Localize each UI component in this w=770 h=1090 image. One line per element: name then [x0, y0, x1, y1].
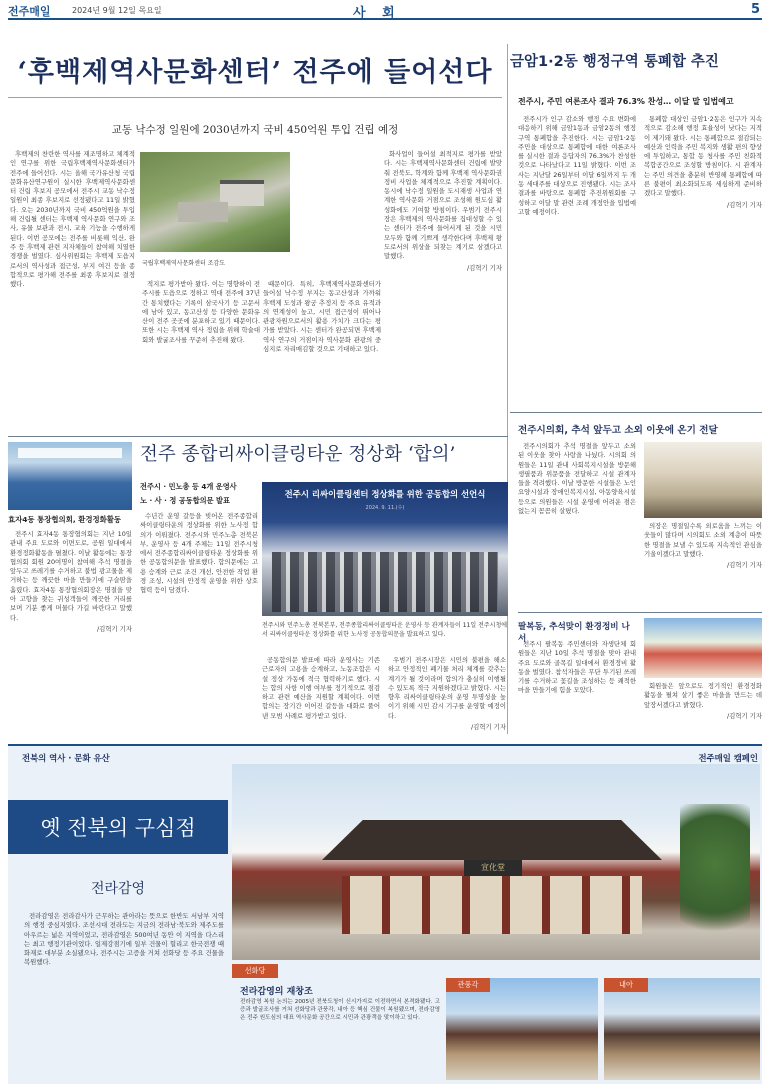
article4-column-1: 수년간 운영 갈등을 빚어온 전주종합리싸이클링타운의 정상화를 위한 노사정 합의가 이뤄졌다. 전주시와 민주노총 전북본부, 운영사 등 4개 주체는 11일 전주시청에서 전주종합리싸이클링타운 정상화를 위한 공동합의문을 발표했다. 합의문에는 고용 승계와 근로 조건 개선, 안전한 작업 환경 조성, 시설의 안정적 운영을 위한 상호 협력 등이 담겼다.	[140, 512, 258, 595]
article3-photo	[8, 442, 132, 510]
article2-subhead: 전주시, 주민 여론조사 결과 76.3% 찬성… 이달 말 입법예고	[518, 97, 734, 106]
article1-headline: ‘후백제역사문화센터’ 전주에 들어선다	[17, 57, 493, 88]
photo-label-seonhwadang: 선화당	[232, 964, 278, 978]
article4-headline: 전주 종합리싸이클링타운 정상화 ‘합의’	[140, 444, 456, 465]
newspaper-logo: 전주매일	[8, 5, 51, 18]
article1-byline: /김혁기 기자	[466, 263, 502, 272]
article1-rule	[8, 97, 502, 98]
article5-headline: 전주시의회, 추석 앞두고 소외 이웃에 온기 전달	[518, 425, 718, 436]
article2-column-1: 전주시가 인구 감소와 행정 수요 변화에 대응하기 위해 금암1동과 금암2동의 행정구역 통폐합을 추진한다. 시는 금암1·2동 주민을 대상으로 통폐합에 대한 여론조사를 실시한 결과 응답자의 76.3%가 찬성한 것으로 나타났다고 11일 밝혔다. 이번 조사는 지난달 26일부터 이달 6일까지 두 개 동 세대주를 대상으로 진행됐다. 시는 조사 결과를 바탕으로 통폐합 추진위원회를 구성하고 이달 말 관련 조례 개정안을 입법예고할 예정이다.	[518, 115, 636, 216]
campaign-subtitle: 전라감영	[90, 881, 146, 897]
divider	[8, 436, 508, 437]
article1-photo-caption: 국립후백제역사문화센터 조감도	[142, 260, 226, 267]
campaign-box-text: 전라감영 복원 논의는 2005년 전북도청이 신시가지로 이전하면서 본격화됐다. 고증과 발굴조사를 거쳐 선화당과 관풍각, 내아 등 핵심 건물이 복원됐으며, 전라감영은 전주 원도심의 대표 역사문화 공간으로 시민과 관광객을 맞이하고 있다.	[240, 999, 440, 1021]
article3-kicker: 효자4동 통장협의회, 환경정화활동	[8, 515, 122, 524]
masthead	[8, 2, 762, 20]
article1-column-2: 적지로 평가받아 왔다. 이는 명향하이 전주시를 도읍으로 정하고 역대 전주에 37년간 통치했다는 기록이 삼국사기 등 고문서에 남아 있고, 동고산성 등 다양한 문화유산이 전주 곳곳에 분포하고 있기 때문이다. 또한 시는 후백제 역사 정립을 위해 학술대회와 발굴조사를 꾸준히 추진해 왔다.	[142, 280, 260, 344]
campaign-photo-gwanpunggak	[446, 978, 598, 1080]
article1-photo	[140, 152, 290, 252]
issue-date: 2024년 9월 12일 목요일	[72, 6, 162, 15]
article6-column-1: 전주시 팔복동 주민센터와 자생단체 회원들은 지난 10일 추석 명절을 맞아 관내 주요 도로와 골목길 일대에서 환경정비 활동을 벌였다. 참석자들은 무단 투기된 쓰레기를 수거하고 꽃길을 조성하는 등 쾌적한 마을 만들기에 힘을 모았다.	[518, 640, 636, 695]
article1-column-1: 후백제의 찬란한 역사를 재조명하고 체계적인 연구를 위한 국립후백제역사문화센터가 전주에 들어선다. 시는 올해 국가유산청 국립문화유산연구원이 실시한 후백제역사문화센터 건립 후보지 공모에서 전주시 교동 낙수정 일원이 최종 후보지로 선정됐다고 11일 밝혔다. 오는 2030년까지 국비 450억원을 투입해 건립될 센터는 후백제 역사문화 연구와 조사, 유물 보관과 전시, 교육 기능을 수행하게 된다. 이번 공모에는 전주를 비롯해 익산, 완주 등 후백제 관련 지자체들이 참여해 치열한 경쟁을 벌였다. 심사위원회는 후백제 도읍지로서의 역사성과 접근성, 부지 여건 등을 종합적으로 평가해 전주를 최종 후보지로 결정했다.	[10, 150, 135, 289]
section-title: 사 회	[353, 6, 401, 21]
campaign-body: 전라감영은 전라감사가 근무하는 관아라는 뜻으로 한반도 서남부 지역의 행정 중심지였다. 조선시대 전라도는 지금의 전라남·북도와 제주도를 아우르는 넓은 지역이었고, 전라감영은 500여년 동안 이 지역을 다스리는 최고 행정기관이었다. 일제강점기에 일부 건물이 헐리고 한국전쟁 때 화재로 대부분 소실됐으나, 전주시는 고증을 거쳐 선화당 등 주요 건물을 복원했다.	[24, 912, 224, 967]
article6-byline: /김혁기 기자	[726, 711, 762, 720]
article6-photo	[644, 618, 762, 678]
article2-column-2: 통폐합 대상인 금암1·2동은 인구가 지속적으로 감소해 행정 효율성이 낮다는 지적이 제기돼 왔다. 시는 통폐합으로 절감되는 예산과 인력을 주민 복지와 생활 편의 향상에 투입하고, 통합 동 청사를 주민 친화적 복합공간으로 조성할 방침이다. 시 관계자는 주민 의견을 충분히 반영해 통폐합에 따른 불편이 최소화되도록 세심하게 준비하겠다고 말했다. /김혁기 기자	[644, 115, 762, 209]
article4-subhead-2: 노 · 사 · 정 공동합의문 발표	[140, 496, 230, 505]
article5-column-2: 의장은 명절일수록 외로움을 느끼는 이웃들이 많다며 시의회도 소외 계층이 따뜻한 명절을 보낼 수 있도록 지속적인 관심을 기울이겠다고 말했다. /김혁기 기자	[644, 522, 762, 570]
article3-byline: /김혁기 기자	[96, 624, 132, 633]
article2-byline: /김혁기 기자	[726, 200, 762, 209]
campaign-photo-naea	[604, 978, 760, 1080]
article5-column-1: 전주시의회가 추석 명절을 앞두고 소외된 이웃을 찾아 사랑을 나눴다. 시의회 의원들은 11일 관내 사회복지시설을 방문해 생필품과 위문품을 전달하고 시설 관계자들을 격려했다. 이날 방문한 시설들은 노인요양시설과 장애인복지시설, 아동양육시설 등으로 의원들은 시설 운영에 어려운 점은 없는지 꼼꼼히 살폈다.	[518, 442, 636, 516]
photo-banner-title: 전주시 리싸이클링센터 정상화를 위한 공동합의 선언식	[284, 489, 486, 499]
building-plaque: 宣化堂	[464, 860, 522, 876]
article5-photo	[644, 442, 762, 518]
divider	[518, 612, 762, 613]
article4-photo	[262, 482, 508, 616]
article4-subhead-1: 전주시 · 민노총 등 4개 운영사	[140, 482, 237, 491]
article1-subhead: 교동 낙수정 일원에 2030년까지 국비 450억원 투입 건립 예정	[111, 124, 399, 136]
article6-headline: 팔복동, 추석맞이 환경정비 나서	[518, 622, 630, 644]
article1-column-3: 때문이다. 특히, 후백제역사문화센터가 들어설 낙수정 부지는 동고산성과 가까워 후백제 도성과 왕궁 추정지 등 주요 유적과의 연계성이 높고, 시민 접근성이 뛰어나 관광자원으로서의 활용 가치가 크다는 평가를 받았다. 시는 센터가 완공되면 후백제 역사 연구의 거점이자 역사문화 관광의 중심지로 자리매김할 것으로 기대하고 있다.	[263, 280, 381, 354]
photo-label-gwanpunggak: 관풍각	[446, 978, 490, 992]
article1-column-4: 화사업이 들어설 최적지로 평가를 받았다. 시는 후백제역사문화센터 건립에 발맞춰 전북도, 학계와 함께 후백제 역사문화권 정비 사업을 체계적으로 추진할 계획이다. 동시에 낙수정 일원을 도시재생 사업과 연계한 역사문화 거점으로 조성해 원도심 활성화에도 기여할 방침이다. 우범기 전주시장은 후백제의 역사문화를 집대성할 수 있는 센터가 전주에 들어서게 된 것을 시민 모두와 함께 기쁘게 생각한다며 후백제 왕도로서의 위상을 되찾는 계기로 삼겠다고 말했다. /김혁기 기자	[384, 150, 502, 272]
article4-column-2: 공동합의문 발표에 따라 운영사는 기존 근로자의 고용을 승계하고, 노동조합은 시설 정상 가동에 적극 협력하기로 했다. 시는 합의 사항 이행 여부를 정기적으로 점검하고 관련 예산을 지원할 계획이다. 이번 합의는 장기간 이어진 갈등을 대화로 풀어낸 모범 사례로 평가받고 있다.	[262, 656, 380, 720]
photo-banner-date: 2024. 9. 11.(수)	[365, 505, 405, 511]
page-number: 5	[750, 2, 760, 17]
article4-column-3: 우범기 전주시장은 시민의 불편을 해소하고 안정적인 폐기물 처리 체계를 갖추는 계기가 될 것이라며 합의가 충실히 이행될 수 있도록 적극 지원하겠다고 밝혔다. 시는 향후 리싸이클링타운의 운영 투명성을 높이기 위해 시민 감시 기구를 운영할 예정이다. /김혁기 기자	[388, 656, 506, 732]
campaign-main-photo	[232, 764, 760, 960]
divider	[510, 412, 762, 413]
article3-body: 전주시 효자4동 통장협의회는 지난 10일 관내 주요 도로와 이면도로, 공원 일대에서 환경정화활동을 펼쳤다. 이날 활동에는 통장협의회 회원 20여명이 참여해 추석 명절을 앞두고 쓰레기를 수거하고 불법 광고물을 제거하는 등 깨끗한 마을 만들기에 구슬땀을 흘렸다. 효자4동 통장협의회장은 명절을 맞아 고향을 찾는 귀성객들이 깨끗한 거리를 보며 기분 좋게 머물다 가길 바란다고 말했다. /김혁기 기자	[10, 530, 132, 633]
article6-column-2: 회원들은 앞으로도 정기적인 환경정화 활동을 펼쳐 살기 좋은 마을을 만드는 데 앞장서겠다고 밝혔다. /김혁기 기자	[644, 682, 762, 720]
article5-byline: /김혁기 기자	[726, 561, 762, 570]
article4-photo-caption: 전주시와 민주노총 전북본부, 전주종합리싸이클링타운 운영사 등 관계자들이 11일 전주시청에서 리싸이클링타운 정상화를 위한 노사정 공동합의문을 발표하고 있다.	[262, 622, 508, 638]
article2-headline: 금암1·2동 행정구역 통폐합 추진	[510, 54, 719, 70]
campaign-title: 옛 전북의 구심점	[40, 816, 196, 840]
article4-byline: /김혁기 기자	[470, 723, 506, 732]
campaign-label: 전주매일 캠페인	[698, 753, 758, 763]
campaign-box-title: 전라감영의 재창조	[240, 987, 313, 997]
campaign-series-label: 전북의 역사 · 문화 유산	[22, 753, 110, 763]
photo-label-naea: 내아	[604, 978, 648, 992]
